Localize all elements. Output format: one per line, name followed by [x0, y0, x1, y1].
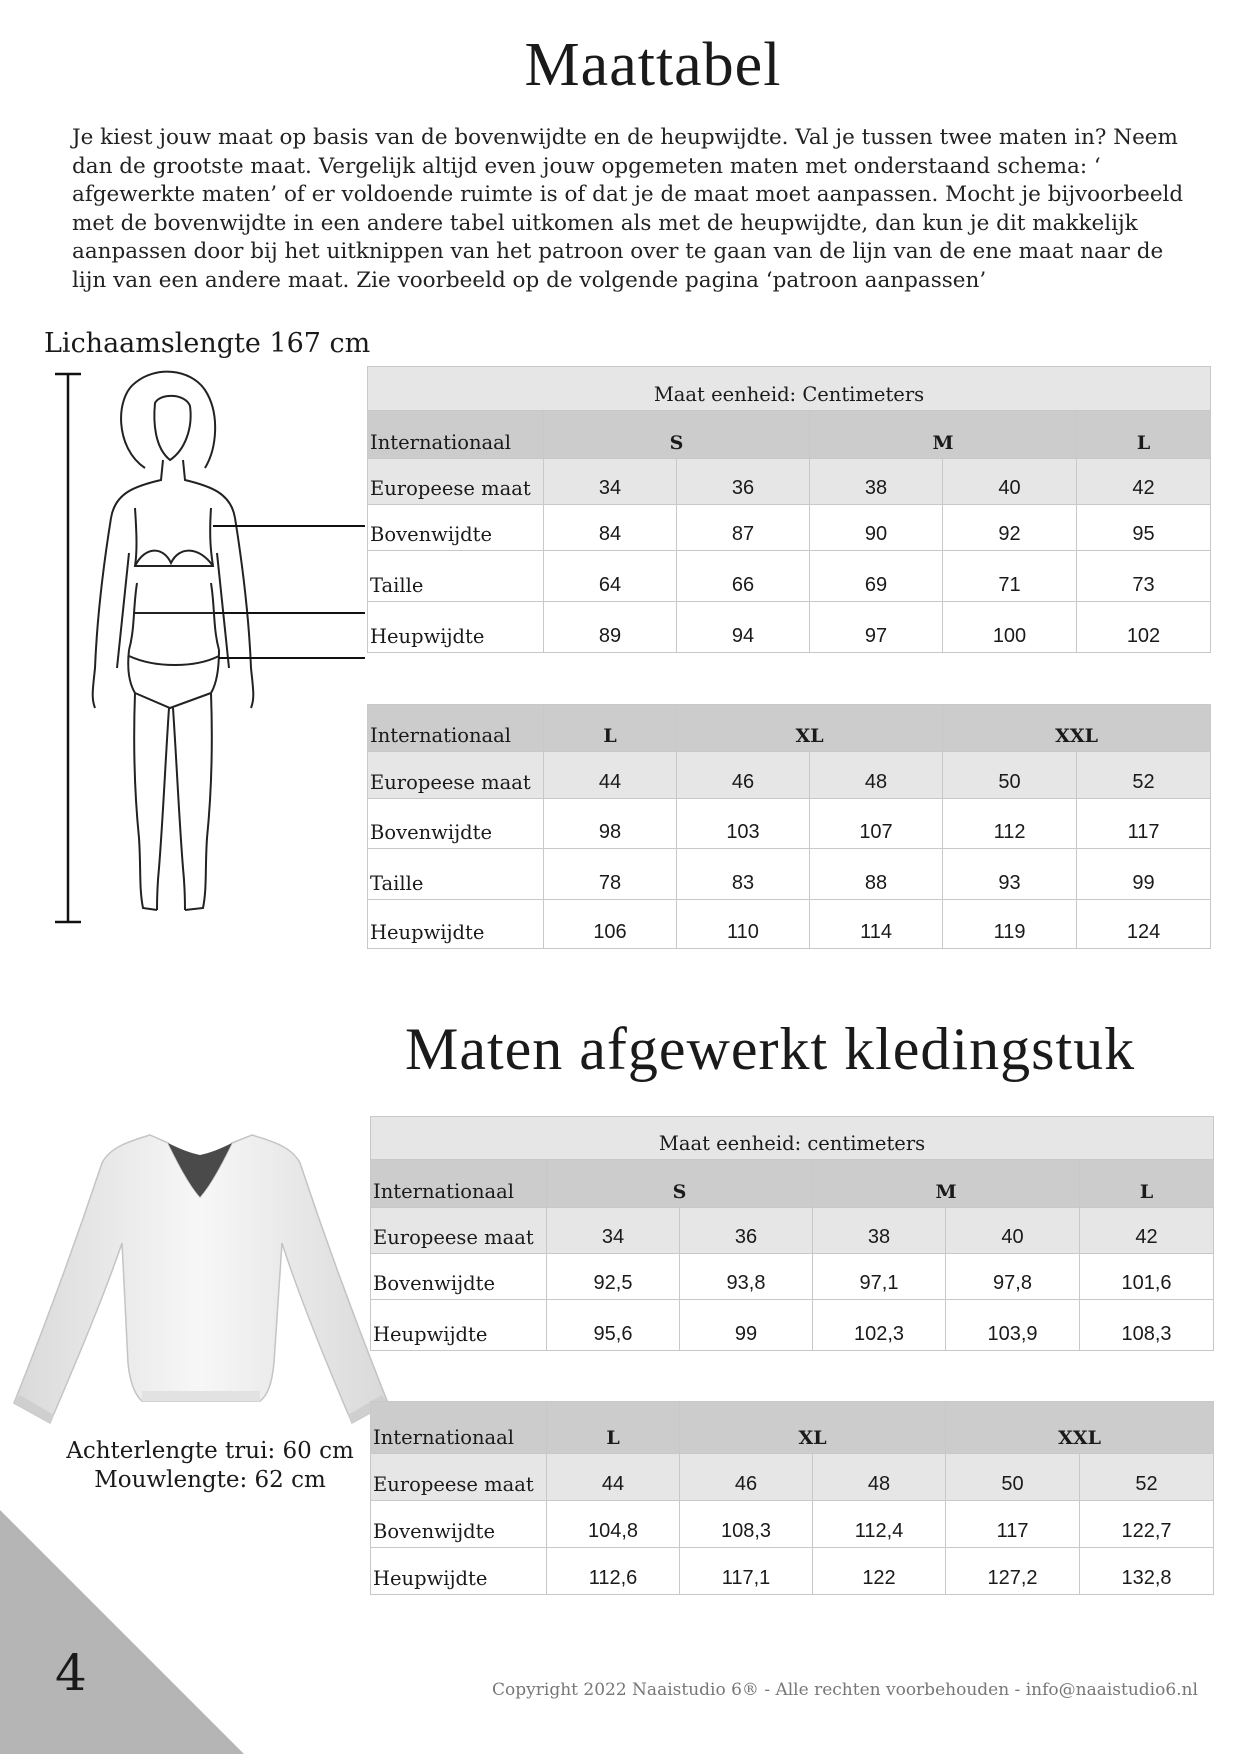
header-size-m: M — [813, 1160, 1080, 1208]
cell: 132,8 — [1080, 1548, 1214, 1595]
cell: 48 — [810, 752, 943, 799]
table-row — [371, 1454, 1214, 1501]
back-length-label: Achterlengte trui: 60 cm — [66, 1438, 354, 1464]
row-label: Europeese maat — [371, 1208, 547, 1254]
row-label: Europeese maat — [368, 459, 544, 505]
cell: 117 — [946, 1501, 1080, 1548]
cell: 106 — [544, 900, 677, 949]
cell: 87 — [677, 505, 810, 551]
cell: 34 — [547, 1208, 680, 1254]
table-row — [371, 1501, 1214, 1548]
header-size-l: L — [544, 705, 677, 752]
cell: 112 — [943, 799, 1077, 849]
unit-label: Maat eenheid: centimeters — [371, 1117, 1214, 1160]
sleeve-length-label: Mouwlengte: 62 cm — [94, 1467, 326, 1493]
footer-copyright: Copyright 2022 Naaistudio 6® - Alle rechten voorbehouden - info@naaistudio6.nl — [492, 1680, 1198, 1700]
cell: 83 — [677, 849, 810, 900]
row-label: Taille — [368, 551, 544, 602]
header-size-l: L — [1077, 411, 1211, 459]
cell: 107 — [810, 799, 943, 849]
cell: 97,8 — [946, 1254, 1080, 1300]
cell: 102,3 — [813, 1300, 946, 1351]
unit-label: Maat eenheid: Centimeters — [368, 367, 1211, 411]
garment-size-table-2 — [370, 1401, 1214, 1595]
cell: 98 — [544, 799, 677, 849]
cell: 117,1 — [680, 1548, 813, 1595]
body-size-table-1 — [367, 366, 1211, 653]
cell: 71 — [943, 551, 1077, 602]
cell: 36 — [677, 459, 810, 505]
cell: 46 — [677, 752, 810, 799]
header-label: Internationaal — [368, 411, 544, 459]
table-row — [368, 459, 1211, 505]
cell: 117 — [1077, 799, 1211, 849]
cell: 94 — [677, 602, 810, 653]
cell: 90 — [810, 505, 943, 551]
cell: 95 — [1077, 505, 1211, 551]
cell: 100 — [943, 602, 1077, 653]
table-row — [368, 799, 1211, 849]
row-label: Heupwijdte — [368, 900, 544, 949]
cell: 44 — [544, 752, 677, 799]
cell: 95,6 — [547, 1300, 680, 1351]
cell: 46 — [680, 1454, 813, 1501]
row-label: Bovenwijdte — [368, 505, 544, 551]
body-size-table-2 — [367, 704, 1211, 949]
table-row — [371, 1208, 1214, 1254]
garment-size-table-1 — [370, 1116, 1214, 1351]
header-label: Internationaal — [371, 1402, 547, 1454]
cell: 112,6 — [547, 1548, 680, 1595]
header-size-xl: XL — [677, 705, 943, 752]
cell: 52 — [1077, 752, 1211, 799]
table-row — [371, 1254, 1214, 1300]
cell: 104,8 — [547, 1501, 680, 1548]
cell: 97 — [810, 602, 943, 653]
cell: 97,1 — [813, 1254, 946, 1300]
cell: 99 — [680, 1300, 813, 1351]
table-row — [368, 849, 1211, 900]
cell: 99 — [1077, 849, 1211, 900]
cell: 84 — [544, 505, 677, 551]
table-row — [371, 1548, 1214, 1595]
row-label: Europeese maat — [368, 752, 544, 799]
cell: 64 — [544, 551, 677, 602]
header-label: Internationaal — [371, 1160, 547, 1208]
cell: 110 — [677, 900, 810, 949]
row-label: Heupwijdte — [371, 1548, 547, 1595]
header-size-m: M — [810, 411, 1077, 459]
header-size-s: S — [547, 1160, 813, 1208]
header-size-xxl: XXL — [946, 1402, 1214, 1454]
cell: 48 — [813, 1454, 946, 1501]
body-length-label: Lichaamslengte 167 cm — [44, 328, 371, 359]
cell: 73 — [1077, 551, 1211, 602]
cell: 40 — [946, 1208, 1080, 1254]
cell: 88 — [810, 849, 943, 900]
cell: 52 — [1080, 1454, 1214, 1501]
cell: 50 — [946, 1454, 1080, 1501]
cell: 93,8 — [680, 1254, 813, 1300]
header-size-l: L — [547, 1402, 680, 1454]
page-number: 4 — [55, 1644, 87, 1702]
cell: 42 — [1080, 1208, 1214, 1254]
cell: 34 — [544, 459, 677, 505]
cell: 92 — [943, 505, 1077, 551]
body-figure-illustration-icon — [45, 368, 375, 928]
row-label: Bovenwijdte — [371, 1254, 547, 1300]
header-label: Internationaal — [368, 705, 544, 752]
intro-paragraph: Je kiest jouw maat op basis van de bovenwijdte en de heupwijdte. Val je tussen twee maten in? Neem dan de grootste maat. Vergelijk altijd even jouw opgemeten maten met onderstaand schema: ‘ afgewerkte maten’ of er voldoende ruimte is of dat je de maat moet aanpassen. Mocht je bijvoorbeeld met de bovenwijdte in een andere tabel uitkomen als met de heupwijdte, dan kun je dit makkelijk aanpassen door bij het uitknippen van het patroon over te gaan van de lijn van de ene maat naar de lijn van een andere maat. Zie voorbeeld op de volgende pagina ‘patroon aanpassen’ — [72, 125, 1184, 293]
cell: 92,5 — [547, 1254, 680, 1300]
row-label: Bovenwijdte — [371, 1501, 547, 1548]
page-title: Maattabel — [524, 31, 782, 99]
cell: 119 — [943, 900, 1077, 949]
cell: 103 — [677, 799, 810, 849]
cell: 102 — [1077, 602, 1211, 653]
header-size-xxl: XXL — [943, 705, 1211, 752]
cell: 38 — [813, 1208, 946, 1254]
cell: 122,7 — [1080, 1501, 1214, 1548]
cell: 69 — [810, 551, 943, 602]
header-size-s: S — [544, 411, 810, 459]
header-size-xl: XL — [680, 1402, 946, 1454]
table-row — [368, 505, 1211, 551]
table-row — [371, 1300, 1214, 1351]
cell: 122 — [813, 1548, 946, 1595]
table-row — [368, 551, 1211, 602]
cell: 114 — [810, 900, 943, 949]
cell: 124 — [1077, 900, 1211, 949]
cell: 112,4 — [813, 1501, 946, 1548]
cell: 44 — [547, 1454, 680, 1501]
row-label: Europeese maat — [371, 1454, 547, 1501]
garment-measurements — [40, 1437, 380, 1495]
cell: 50 — [943, 752, 1077, 799]
cell: 38 — [810, 459, 943, 505]
cell: 40 — [943, 459, 1077, 505]
table-row — [368, 752, 1211, 799]
row-label: Heupwijdte — [371, 1300, 547, 1351]
long-sleeve-v-neck-sweater-illustration-icon — [10, 1133, 400, 1433]
cell: 89 — [544, 602, 677, 653]
header-size-l: L — [1080, 1160, 1214, 1208]
cell: 42 — [1077, 459, 1211, 505]
cell: 66 — [677, 551, 810, 602]
cell: 127,2 — [946, 1548, 1080, 1595]
row-label: Bovenwijdte — [368, 799, 544, 849]
cell: 108,3 — [680, 1501, 813, 1548]
row-label: Heupwijdte — [368, 602, 544, 653]
row-label: Taille — [368, 849, 544, 900]
table-row — [368, 900, 1211, 949]
section-title: Maten afgewerkt kledingstuk — [405, 1016, 1136, 1082]
cell: 78 — [544, 849, 677, 900]
cell: 108,3 — [1080, 1300, 1214, 1351]
cell: 101,6 — [1080, 1254, 1214, 1300]
table-row — [368, 602, 1211, 653]
cell: 93 — [943, 849, 1077, 900]
cell: 103,9 — [946, 1300, 1080, 1351]
cell: 36 — [680, 1208, 813, 1254]
corner-decoration — [0, 1510, 244, 1754]
